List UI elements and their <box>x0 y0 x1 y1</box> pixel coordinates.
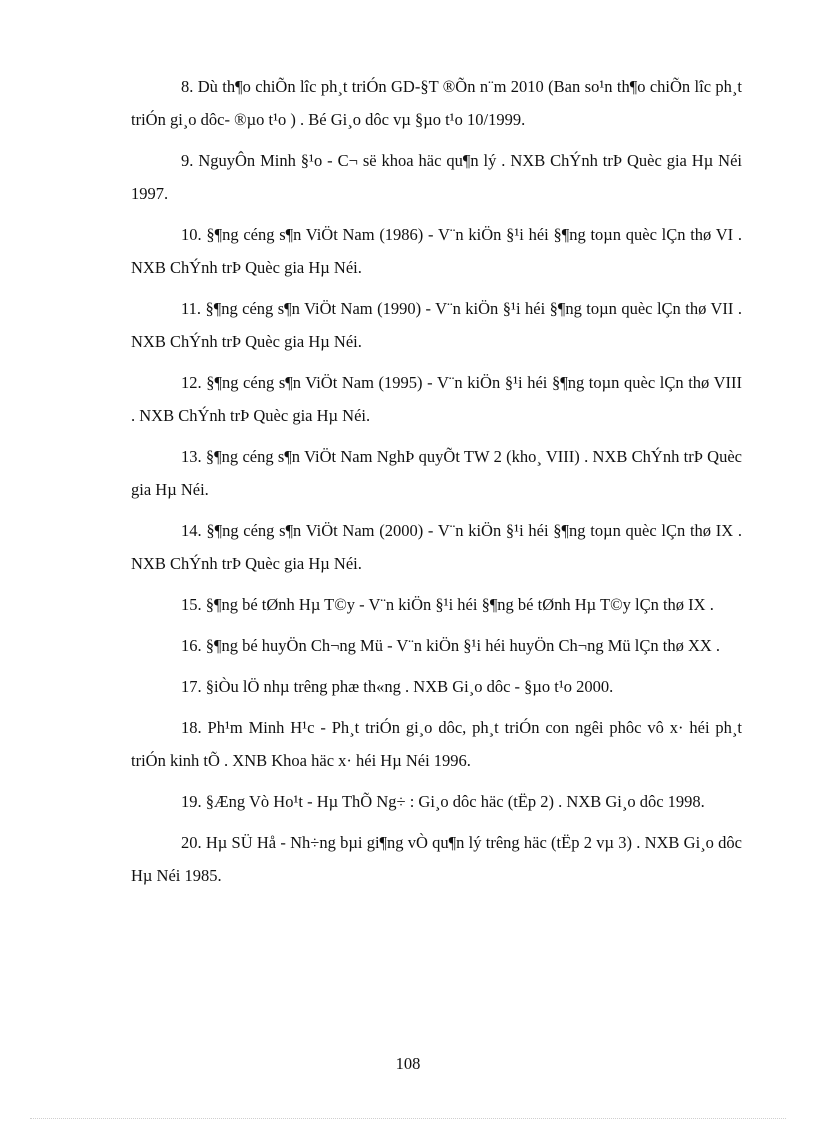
page-bottom-divider <box>30 1118 786 1119</box>
reference-item: 18. Ph¹m Minh H¹c - Ph¸t triÓn gi¸o dôc, ph¸t triÓn con ngêi phôc vô x· héi ph¸t triÓn kinh tÕ . XNB Khoa häc x· héi Hµ Néi 1996. <box>131 718 742 770</box>
reference-item: 19. §Æng Vò Ho¹t - Hµ ThÕ Ng÷ : Gi¸o dôc häc (tËp 2) . NXB Gi¸o dôc 1998. <box>181 792 705 811</box>
reference-item: 14. §¶ng céng s¶n ViÖt Nam (2000) - V¨n kiÖn §¹i héi §¶ng toµn quèc lÇn thø IX . NXB ChÝnh trÞ Quèc gia Hµ Néi. <box>131 521 742 573</box>
reference-item: 11. §¶ng céng s¶n ViÖt Nam (1990) - V¨n kiÖn §¹i héi §¶ng toµn quèc lÇn thø VII . NXB ChÝnh trÞ Quèc gia Hµ Néi. <box>131 299 742 351</box>
reference-list <box>131 70 742 900</box>
reference-item: 16. §¶ng bé huyÖn Ch¬ng Mü - V¨n kiÖn §¹i héi huyÖn Ch¬ng Mü lÇn thø XX . <box>181 636 721 655</box>
reference-item: 8. Dù th¶o chiÕn lîc ph¸t triÓn GD-§T ®Õn n¨m 2010 (Ban so¹n th¶o chiÕn lîc ph¸t triÓn gi¸o dôc- ®µo t¹o ) . Bé Gi¸o dôc vµ §µo t¹o 10/1999. <box>131 77 742 129</box>
reference-item: 9. NguyÔn Minh §¹o - C¬ së khoa häc qu¶n lý . NXB ChÝnh trÞ Quèc gia Hµ Néi 1997. <box>131 151 742 203</box>
page-number: 108 <box>395 1054 421 1073</box>
reference-item: 12. §¶ng céng s¶n ViÖt Nam (1995) - V¨n kiÖn §¹i héi §¶ng toµn quèc lÇn thø VIII . NXB ChÝnh trÞ Quèc gia Hµ Néi. <box>131 373 742 425</box>
reference-item: 10. §¶ng céng s¶n ViÖt Nam (1986) - V¨n kiÖn §¹i héi §¶ng toµn quèc lÇn thø VI . NXB ChÝnh trÞ Quèc gia Hµ Néi. <box>131 225 742 277</box>
reference-item: 17. §iÒu lÖ nhµ trêng phæ th«ng . NXB Gi¸o dôc - §µo t¹o 2000. <box>181 677 614 696</box>
reference-item: 20. Hµ SÜ Hå - Nh÷ng bµi gi¶ng vÒ qu¶n lý trêng häc (tËp 2 vµ 3) . NXB Gi¸o dôc Hµ Néi 1985. <box>131 833 742 885</box>
reference-item: 15. §¶ng bé tØnh Hµ T©y - V¨n kiÖn §¹i héi §¶ng bé tØnh Hµ T©y lÇn thø IX . <box>181 595 714 614</box>
reference-item: 13. §¶ng céng s¶n ViÖt Nam NghÞ quyÕt TW 2 (kho¸ VIII) . NXB ChÝnh trÞ Quèc gia Hµ Néi. <box>131 447 742 499</box>
